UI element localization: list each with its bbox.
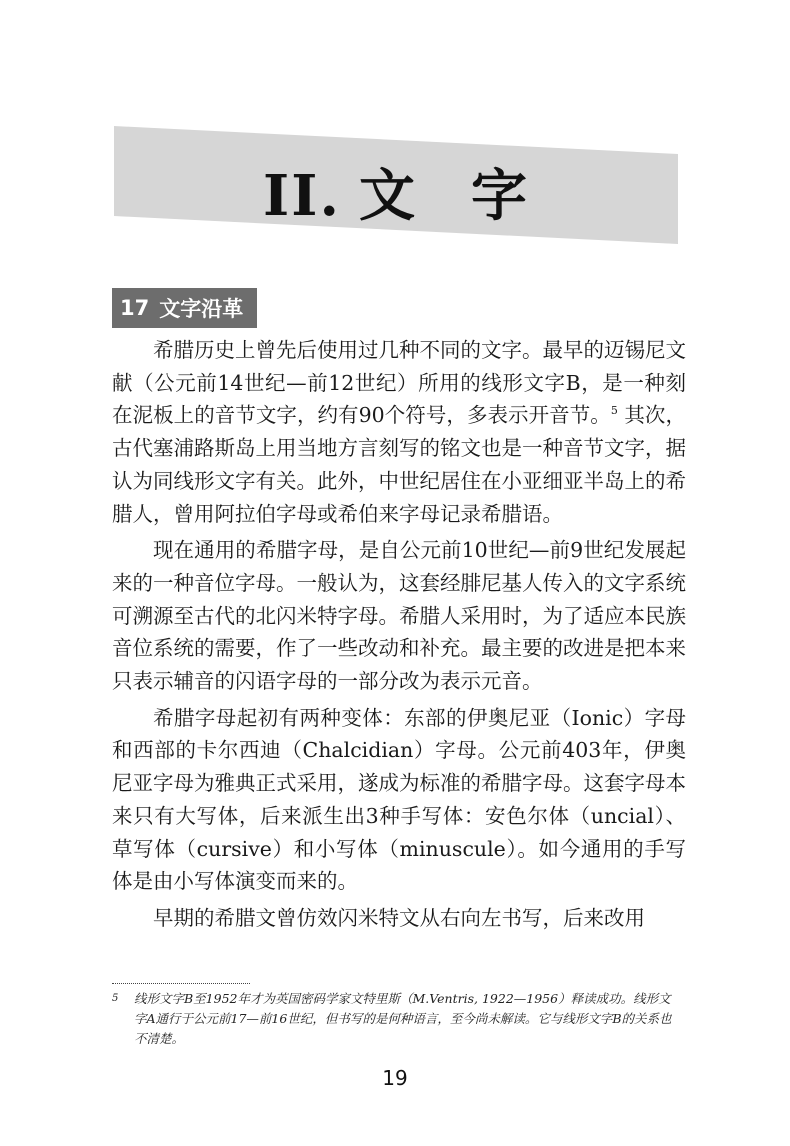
- paragraph-1: [112, 334, 686, 530]
- section-heading: [112, 288, 257, 328]
- chapter-title-char-1: 文: [358, 163, 417, 229]
- paragraph-1-text: 希腊历史上曾先后使用过几种不同的文字。最早的迈锡尼文献（公元前14世纪—前12世纪）所用的线形文字B，是一种刻在泥板上的音节文字，约有90个符号，多表示开音节。: [112, 338, 686, 428]
- paragraph-3: 希腊字母起初有两种变体：东部的伊奥尼亚（Ionic）字母和西部的卡尔西迪（Chalcidian）字母。公元前403年，伊奥尼亚字母为雅典正式采用，遂成为标准的希腊字母。这套字母本来只有大写体，后来派生出3种手写体：安色尔体（uncial）、草写体（cursive）和小写体（minuscule）。如今通用的手写体是由小写体演变而来的。: [112, 705, 686, 894]
- chapter-number: II.: [263, 163, 341, 229]
- footnote-divider: [112, 983, 250, 984]
- footnote-mark: 5: [112, 993, 119, 1004]
- body-text: [112, 334, 686, 939]
- footnote-reference: 5: [610, 404, 618, 418]
- chapter-banner: [114, 126, 678, 244]
- chapter-title-char-2: 字: [470, 163, 529, 229]
- chapter-title: [114, 152, 678, 232]
- paragraph-1-text-cont: 其次，古代塞浦路斯岛上用当地方言刻写的铭文也是一种音节文字，据认为同线形文字有关。此外，中世纪居住在小亚细亚半岛上的希腊人，曾用阿拉伯字母或希伯来字母记录希腊语。: [112, 403, 686, 526]
- paragraph-4: 早期的希腊文曾仿效闪米特文从右向左书写，后来改用: [153, 905, 645, 930]
- footnote-text: 线形文字B至1952年才为英国密码学家文特里斯（M.Ventris, 1922—1956）释读成功。线形文字A通行于公元前17—前16世纪，但书写的是何种语言，至今尚未解读。它与线形文字B的关系也不清楚。: [134, 991, 672, 1046]
- section-number: 17: [120, 296, 150, 320]
- page-number: 19: [382, 1066, 408, 1090]
- footnote: [112, 989, 682, 1049]
- section-title: 文字沿革: [159, 297, 244, 321]
- paragraph-2: 现在通用的希腊字母，是自公元前10世纪—前9世纪发展起来的一种音位字母。一般认为，这套经腓尼基人传入的文字系统可溯源至古代的北闪米特字母。希腊人采用时，为了适应本民族音位系统的需要，作了一些改动和补充。最主要的改进是把本来只表示辅音的闪语字母的一部分改为表示元音。: [112, 538, 686, 694]
